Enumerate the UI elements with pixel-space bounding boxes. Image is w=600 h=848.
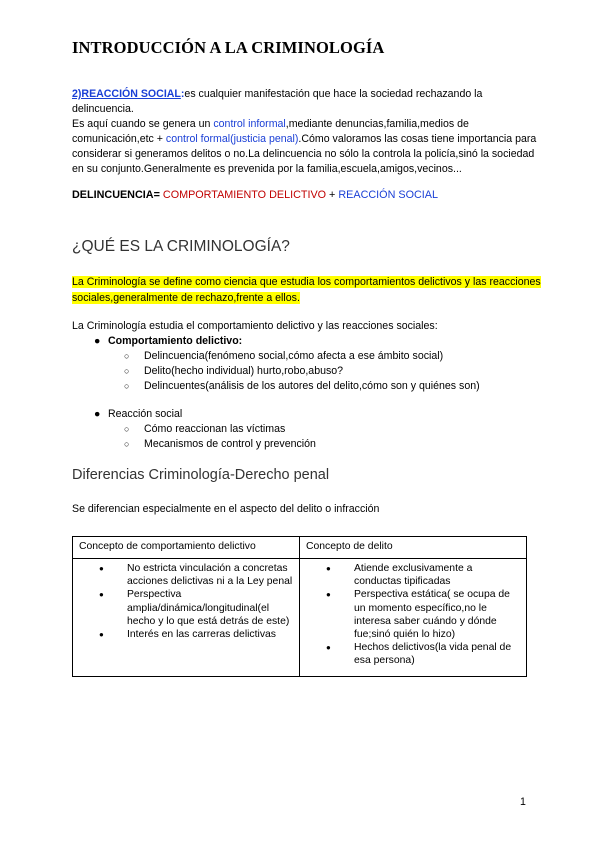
diferencias-subtitle: Se diferencian especialmente en el aspecto del delito o infracción (72, 503, 380, 515)
highlighted-definition (72, 275, 542, 306)
table-header-row (73, 537, 527, 559)
circle-bullet-icon: ○ (124, 439, 130, 449)
table-bullet-item: ● Interés en las carreras delictivas (79, 628, 293, 641)
differences-table (72, 536, 527, 677)
sublist-item-label: Cómo reaccionan las víctimas (144, 423, 286, 435)
sublist-item (124, 423, 285, 435)
table-row (73, 559, 527, 677)
table-bullet-item: ● Hechos delictivos(la vida penal de esa persona) (306, 641, 520, 667)
section-heading-criminologia: ¿QUÉ ES LA CRIMINOLOGÍA? (72, 238, 290, 255)
circle-bullet-icon: ○ (124, 381, 130, 391)
control-formal-text: control formal(justicia penal) (165, 133, 299, 145)
definition-text: es cualquier manifestación que hace la sociedad rechazando la delincuencia. (72, 88, 483, 115)
formula-term-a: COMPORTAMIENTO DELICTIVO (162, 189, 327, 201)
highlighted-text: La Criminología se define como ciencia que estudia los comportamientos delictivos y las reacciones sociales,generalmente de rechazo,frente a ellos. (72, 276, 541, 304)
formula-left: DELINCUENCIA (72, 189, 154, 201)
sublist-item (124, 365, 343, 377)
paragraph-text-b: ,mediante denuncias,familia,medios de comunicación,etc + (72, 118, 469, 145)
sublist-item (124, 380, 480, 392)
paragraph-text-a: Es aquí cuando se genera un (72, 118, 214, 130)
sublist-item-label: Mecanismos de control y prevención (144, 438, 316, 450)
section-heading-diferencias: Diferencias Criminología-Derecho penal (72, 467, 330, 483)
table-bullet-item: ● Perspectiva amplia/dinámica/longitudinal(el hecho y lo que está detrás de este) (79, 588, 293, 628)
bullet-icon: ● (94, 408, 101, 420)
table-header-cell: Concepto de delito (300, 537, 527, 559)
list-item-comportamiento (94, 335, 242, 347)
formula-term-b: REACCIÓN SOCIAL (338, 189, 438, 201)
reaccion-social-label: 2)REACCIÓN SOCIAL (72, 88, 181, 100)
bullet-icon: ● (94, 335, 101, 347)
formula-equals: = (153, 189, 163, 201)
document-title: INTRODUCCIÓN A LA CRIMINOLOGÍA (72, 38, 385, 57)
label-colon: : (180, 88, 185, 100)
list-item-label: Reacción social (108, 408, 183, 420)
table-bullet-item: ● Perspectiva estática( se ocupa de un momento específico,no le interesa saber cuándo y dónde fue;sinó quién lo hizo) (306, 588, 520, 641)
list-item-label: Comportamiento delictivo: (108, 335, 243, 347)
control-informal-text: control informal (213, 118, 286, 130)
sublist-item-label: Delincuentes(análisis de los autores del delito,cómo son y quiénes son) (144, 380, 480, 392)
table-bullet-item: ● Atiende exclusivamente a conductas tipificadas (306, 562, 520, 588)
paragraph-text-c: .Cómo valoramos las cosas tiene importancia para considerar si generamos delitos o no.La delincuencia no sólo la controla la policía,sinó la sociedad en su conjunto.Generalmente es prevenida por la familia,escuela,amigos,vecinos... (72, 133, 537, 175)
table-bullet-item: ● No estricta vinculación a concretas acciones delictivas ni a la Ley penal (79, 562, 293, 588)
table-header-cell: Concepto de comportamiento delictivo (73, 537, 300, 559)
page-number: 1 (520, 796, 526, 808)
list-intro: La Criminología estudia el comportamiento delictivo y las reacciones sociales: (72, 320, 438, 332)
reaccion-social-paragraph (72, 87, 542, 177)
list-item-reaccion (94, 408, 182, 420)
formula-plus: + (326, 189, 339, 201)
delincuencia-formula (72, 189, 438, 201)
sublist-item-label: Delito(hecho individual) hurto,robo,abuso? (144, 365, 344, 377)
circle-bullet-icon: ○ (124, 424, 130, 434)
sublist-item (124, 438, 316, 450)
sublist-item (124, 350, 443, 362)
sublist-item-label: Delincuencia(fenómeno social,cómo afecta a ese ámbito social) (144, 350, 444, 362)
circle-bullet-icon: ○ (124, 351, 130, 361)
table-cell-delito (300, 559, 527, 677)
circle-bullet-icon: ○ (124, 366, 130, 376)
table-cell-comportamiento (73, 559, 300, 677)
